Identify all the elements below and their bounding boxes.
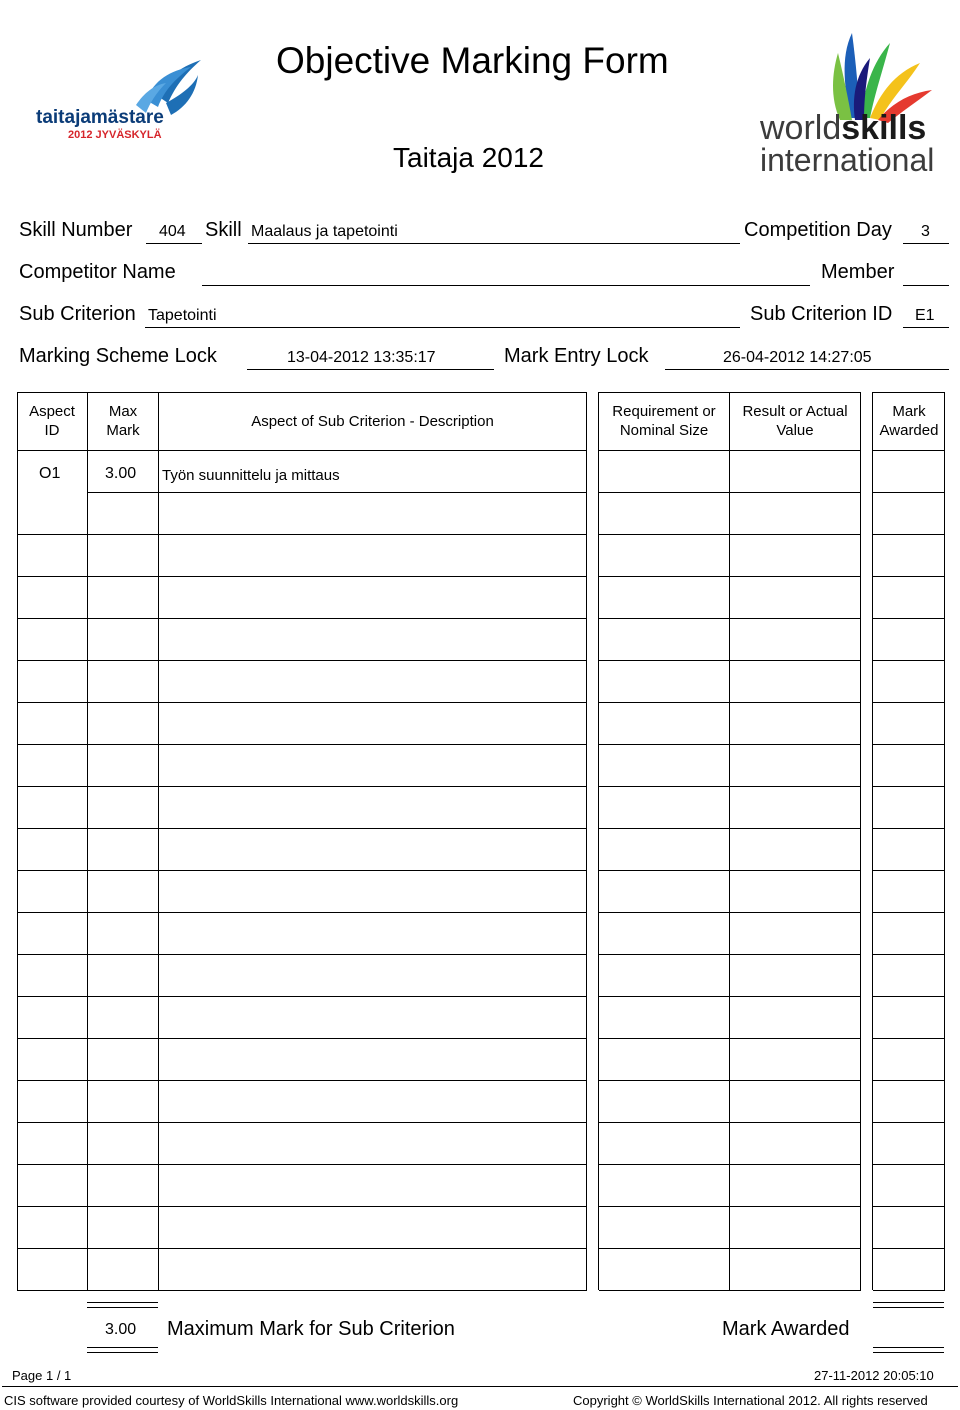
skill-number-value: 404 [159, 223, 186, 240]
footer-courtesy: CIS software provided courtesy of WorldSkills International www.worldskills.org [4, 1393, 459, 1408]
total-awarded-underline-top [873, 1302, 944, 1308]
marking-scheme-lock-line [247, 369, 494, 370]
member-line [903, 285, 949, 286]
marking-scheme-lock-value: 13-04-2012 13:35:17 [287, 349, 436, 366]
header-requirement: Requirement or Nominal Size [612, 403, 716, 439]
sub-criterion-id-label: Sub Criterion ID [750, 303, 893, 325]
mark-entry-lock-label: Mark Entry Lock [504, 345, 649, 367]
sub-criterion-value: Tapetointi [148, 307, 217, 324]
skill-label: Skill [205, 219, 242, 241]
total-max-underline-bottom [87, 1347, 158, 1353]
total-max-underline-top [87, 1302, 158, 1308]
sub-criterion-line [145, 327, 740, 328]
header-mark-awarded: Mark Awarded [879, 403, 939, 439]
page-number: Page 1 / 1 [12, 1368, 72, 1383]
skill-value: Maalaus ja tapetointi [251, 223, 398, 240]
taitajamastare-logo [36, 55, 206, 145]
sub-criterion-id-line [903, 327, 949, 328]
total-max-label: Maximum Mark for Sub Criterion [167, 1318, 455, 1340]
competition-day-line [903, 243, 949, 244]
footer-divider [2, 1386, 958, 1387]
competition-day-value: 3 [921, 223, 930, 240]
mark-entry-lock-line [665, 369, 949, 370]
total-max-value: 3.00 [105, 1321, 137, 1338]
logo-left-line1: taitajamästare [36, 107, 164, 128]
header-result: Result or Actual Value [742, 403, 848, 439]
logo-right-skills: skills [841, 109, 927, 147]
skill-number-line [146, 243, 202, 244]
row-description: Työn suunnittelu ja mittaus [162, 467, 340, 484]
skill-line [248, 243, 740, 244]
worldskills-logo [760, 28, 940, 178]
member-label: Member [821, 261, 895, 283]
skill-number-label: Skill Number [19, 219, 133, 241]
sub-criterion-label: Sub Criterion [19, 303, 136, 325]
header-aspect-id: Aspect ID [29, 403, 75, 439]
logo-right-world: world [760, 109, 842, 147]
print-timestamp: 27-11-2012 20:05:10 [814, 1368, 934, 1383]
event-subtitle: Taitaja 2012 [393, 142, 545, 173]
header-max-mark: Max Mark [106, 403, 140, 439]
competitor-name-label: Competitor Name [19, 261, 176, 283]
marking-scheme-lock-label: Marking Scheme Lock [19, 345, 217, 367]
competitor-name-line [202, 285, 810, 286]
total-awarded-label: Mark Awarded [722, 1318, 850, 1340]
competition-day-label: Competition Day [744, 219, 892, 241]
page-title: Objective Marking Form [276, 40, 669, 81]
row-aspect-id: O1 [39, 465, 61, 482]
logo-right-international: international [760, 142, 935, 178]
sub-criterion-id-value: E1 [915, 307, 935, 324]
mark-entry-lock-value: 26-04-2012 14:27:05 [723, 349, 872, 366]
footer-copyright: Copyright © WorldSkills International 2012. All rights reserved [573, 1393, 928, 1408]
row-max-mark: 3.00 [105, 465, 137, 482]
total-awarded-underline-bottom [873, 1347, 944, 1353]
header-description: Aspect of Sub Criterion - Description [251, 413, 494, 430]
logo-left-line2: 2012 JYVÄSKYLÄ [68, 129, 162, 141]
